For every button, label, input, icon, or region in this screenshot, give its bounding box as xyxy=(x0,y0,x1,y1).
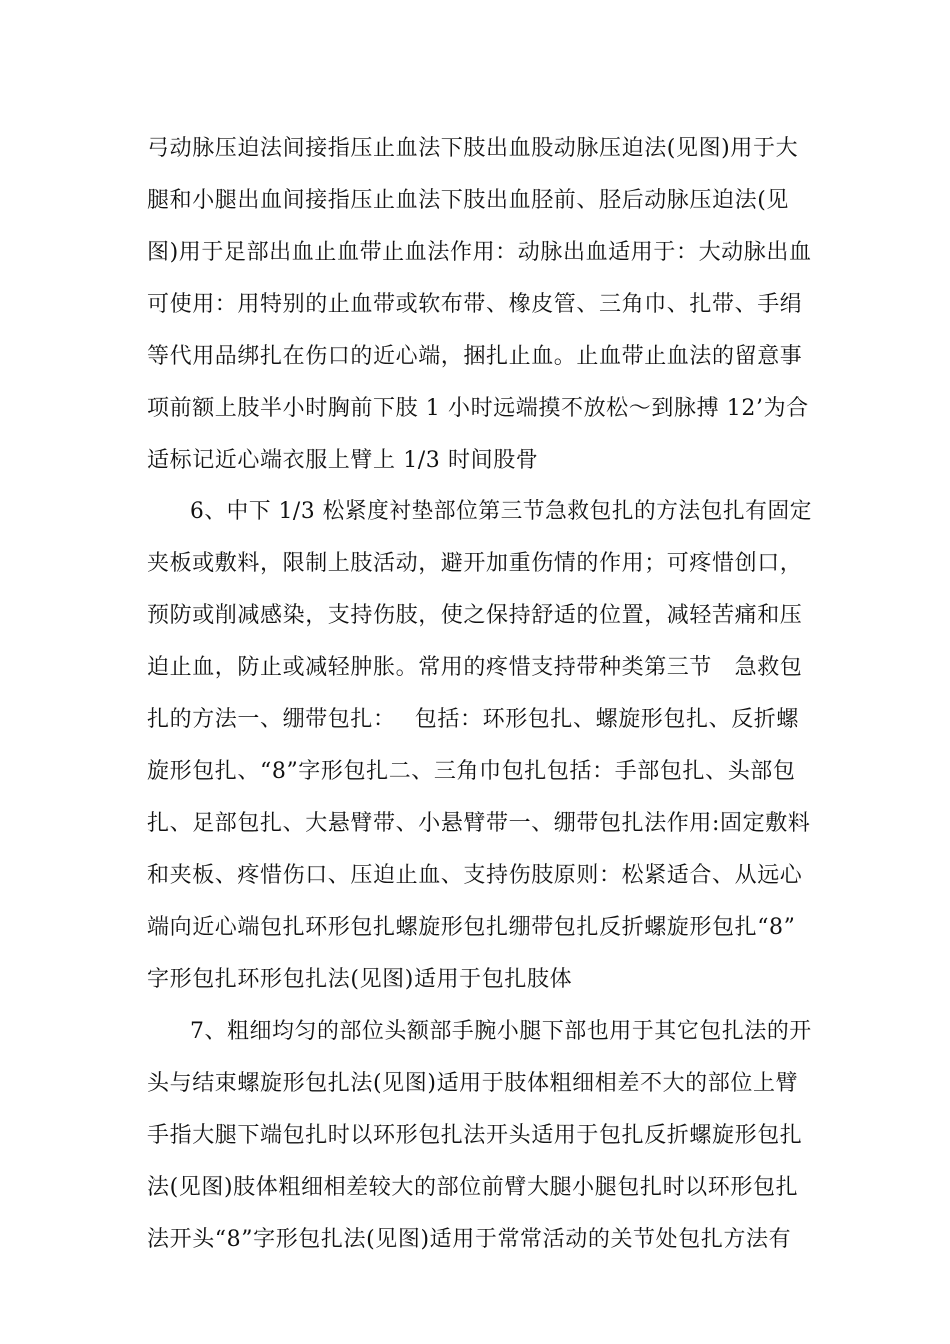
text-line: 法(见图)肢体粗细相差较大的部位前臂大腿小腿包扎时以环形包扎 xyxy=(147,1175,799,1200)
text-line: 迫止血，防止或减轻肿胀。常用的疼惜支持带种类第三节 急救包 xyxy=(147,655,803,680)
text-line: 腿和小腿出血间接指压止血法下肢出血胫前、胫后动脉压迫法(见 xyxy=(147,188,789,213)
text-line: 图)用于足部出血止血带止血法作用：动脉出血适用于：大动脉出血 xyxy=(147,240,812,265)
text-line: 弓动脉压迫法间接指压止血法下肢出血股动脉压迫法(见图)用于大 xyxy=(147,136,799,161)
text-line: 扎、足部包扎、大悬臂带、小悬臂带一、绷带包扎法作用:固定敷料 xyxy=(147,811,811,836)
text-line: 扎的方法一、绷带包扎： 包括：环形包扎、螺旋形包扎、反折螺 xyxy=(147,707,799,732)
text-line: 等代用品绑扎在伤口的近心端，捆扎止血。止血带止血法的留意事 xyxy=(147,344,803,369)
text-line: 适标记近心端衣服上臂上 1/3 时间股骨 xyxy=(147,448,539,473)
text-line: 手指大腿下端包扎时以环形包扎法开头适用于包扎反折螺旋形包扎 xyxy=(147,1123,803,1148)
text-line: 可使用：用特别的止血带或软布带、橡皮管、三角巾、扎带、手绢 xyxy=(147,292,803,317)
text-line: 预防或削减感染，支持伤肢，使之保持舒适的位置，减轻苦痛和压 xyxy=(147,603,803,628)
text-line: 字形包扎环形包扎法(见图)适用于包扎肢体 xyxy=(147,967,573,992)
text-line: 法开头“8”字形包扎法(见图)适用于常常活动的关节处包扎方法有 xyxy=(147,1227,792,1252)
text-line: 夹板或敷料，限制上肢活动，避开加重伤情的作用；可疼惜创口， xyxy=(147,551,803,576)
text-line: 和夹板、疼惜伤口、压迫止血、支持伤肢原则：松紧适合、从远心 xyxy=(147,863,803,888)
text-line: 6、中下 1/3 松紧度衬垫部位第三节急救包扎的方法包扎有固定 xyxy=(190,499,813,524)
text-line: 头与结束螺旋形包扎法(见图)适用于肢体粗细相差不大的部位上臂 xyxy=(147,1071,799,1096)
text-line: 端向近心端包扎环形包扎螺旋形包扎绷带包扎反折螺旋形包扎“8” xyxy=(147,915,796,940)
text-line: 7、粗细均匀的部位头额部手腕小腿下部也用于其它包扎法的开 xyxy=(190,1019,812,1044)
text-line: 旋形包扎、“8”字形包扎二、三角巾包扎包括：手部包扎、头部包 xyxy=(147,759,796,784)
text-line: 项前额上肢半小时胸前下肢 1 小时远端摸不放松～到脉搏 12’为合 xyxy=(147,396,809,421)
